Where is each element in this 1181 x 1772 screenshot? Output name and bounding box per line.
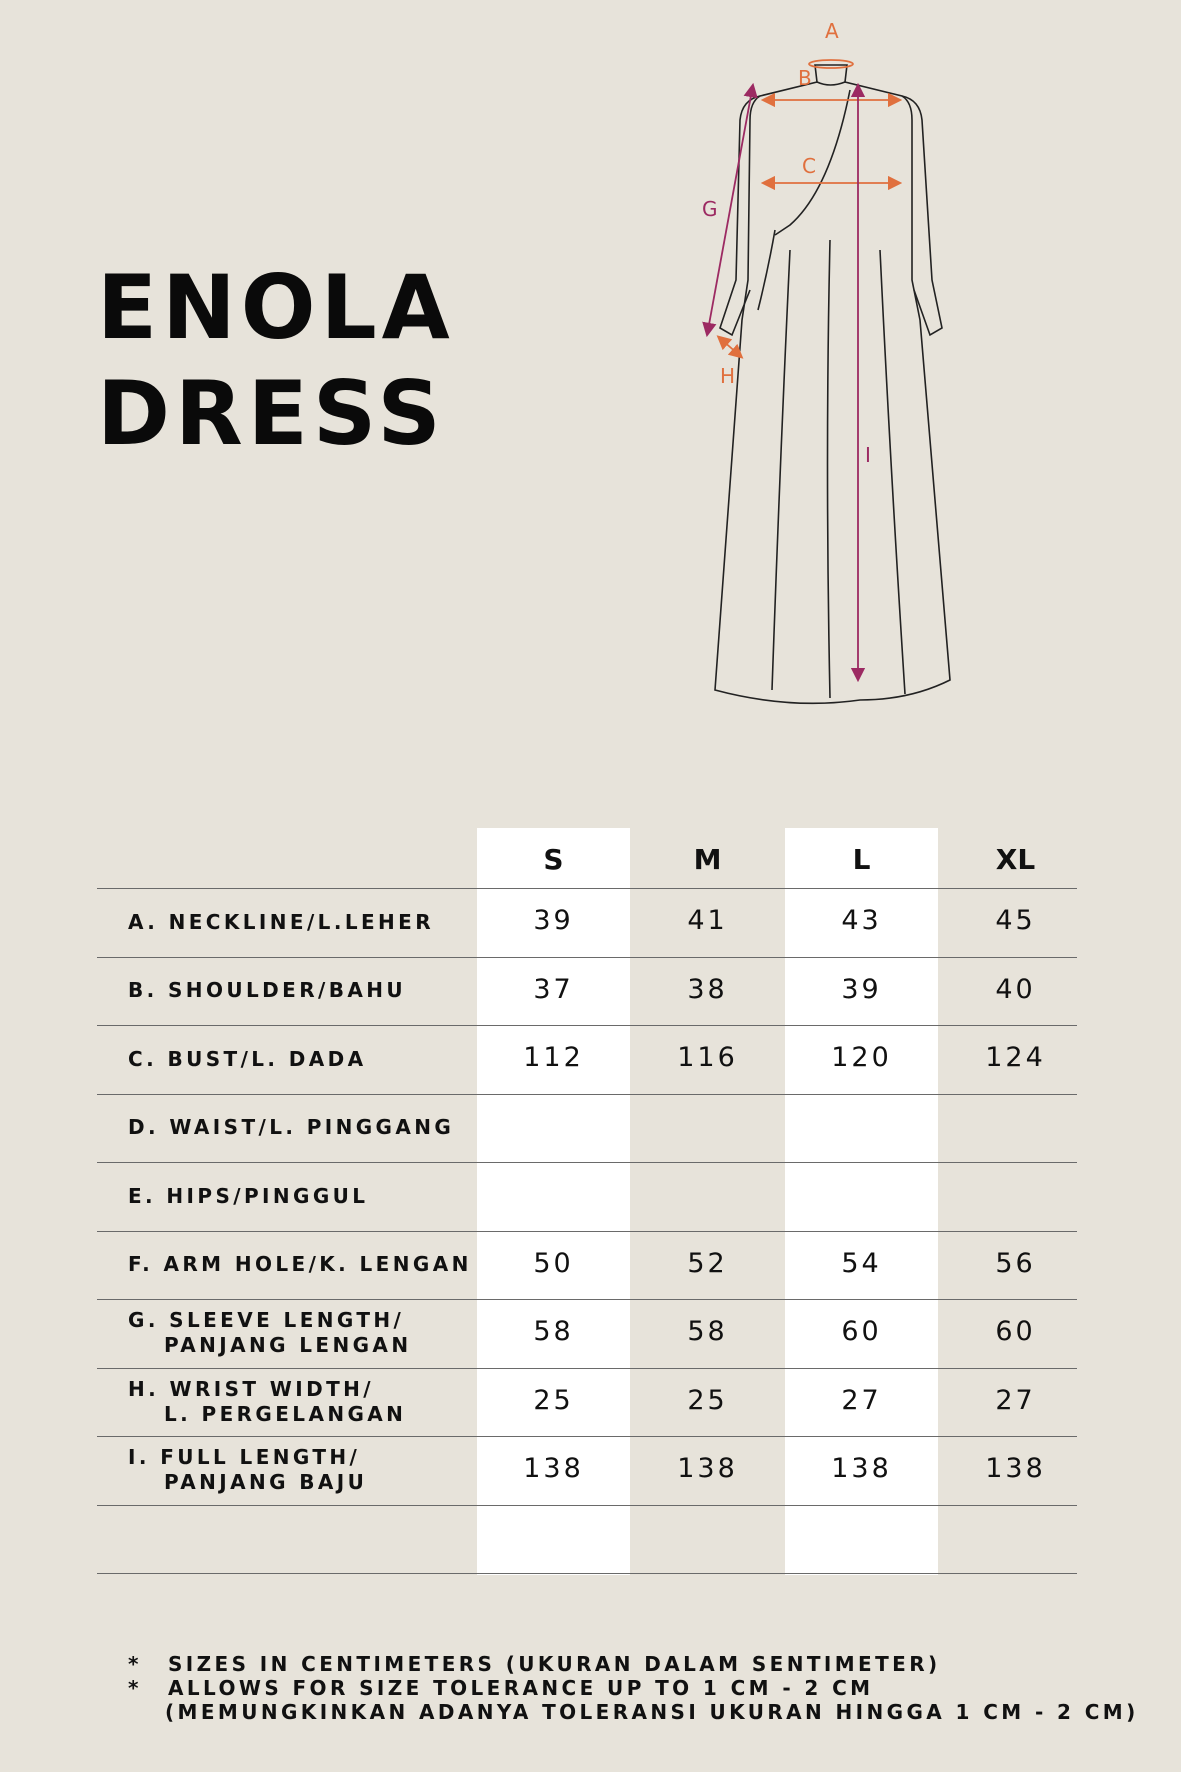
table-cell: 41 — [687, 905, 728, 936]
table-cell: 27 — [841, 1385, 882, 1416]
size-header-l: L — [852, 843, 871, 876]
size-header-s: S — [543, 843, 564, 876]
row-divider — [97, 1505, 1077, 1506]
table-cell: 124 — [985, 1042, 1046, 1073]
table-cell: 52 — [687, 1248, 728, 1279]
table-cell: 120 — [831, 1042, 892, 1073]
row-divider — [97, 1094, 1077, 1095]
label-h: H — [720, 364, 736, 388]
row-divider — [97, 1299, 1077, 1300]
row-label: A. NECKLINE/L.LEHER — [128, 910, 435, 934]
row-label: C. BUST/L. DADA — [128, 1047, 367, 1071]
row-divider — [97, 1368, 1077, 1369]
table-cell: 116 — [677, 1042, 738, 1073]
table-cell: 25 — [533, 1385, 574, 1416]
label-c: C — [802, 154, 816, 178]
row-label: E. HIPS/PINGGUL — [128, 1184, 369, 1208]
row-divider — [97, 1162, 1077, 1163]
note-1: * SIZES IN CENTIMETERS (UKURAN DALAM SENTIMETER) — [128, 1652, 941, 1676]
table-cell: 56 — [995, 1248, 1036, 1279]
row-divider — [97, 1231, 1077, 1232]
table-cell: 39 — [533, 905, 574, 936]
table-cell: 39 — [841, 974, 882, 1005]
table-cell: 37 — [533, 974, 574, 1005]
row-label: D. WAIST/L. PINGGANG — [128, 1115, 455, 1139]
table-cell: 138 — [523, 1453, 584, 1484]
label-g: G — [702, 197, 718, 221]
label-i: I — [865, 443, 871, 467]
dress-outline — [715, 65, 950, 703]
row-divider — [97, 1436, 1077, 1437]
table-cell: 138 — [677, 1453, 738, 1484]
label-a: A — [825, 19, 839, 43]
row-label: F. ARM HOLE/K. LENGAN — [128, 1252, 472, 1276]
title-line-1: ENOLA — [97, 256, 455, 359]
note-2: * ALLOWS FOR SIZE TOLERANCE UP TO 1 CM - 2 CM — [128, 1676, 874, 1700]
size-header-m: M — [693, 843, 722, 876]
row-divider — [97, 888, 1077, 889]
row-divider — [97, 957, 1077, 958]
dress-measurement-diagram — [680, 10, 980, 710]
row-label: H. WRIST WIDTH/ L. PERGELANGAN — [128, 1377, 407, 1426]
table-cell: 138 — [985, 1453, 1046, 1484]
table-cell: 60 — [841, 1316, 882, 1347]
row-label: B. SHOULDER/BAHU — [128, 978, 407, 1002]
row-divider — [97, 1025, 1077, 1026]
table-cell: 138 — [831, 1453, 892, 1484]
size-header-xl: XL — [995, 843, 1036, 876]
note-2-translation: (MEMUNGKINKAN ADANYA TOLERANSI UKURAN HINGGA 1 CM - 2 CM) — [165, 1700, 1139, 1724]
table-cell: 43 — [841, 905, 882, 936]
footnotes — [128, 1652, 1139, 1724]
row-label: I. FULL LENGTH/ PANJANG BAJU — [128, 1445, 368, 1494]
label-b: B — [798, 66, 812, 90]
table-cell: 58 — [687, 1316, 728, 1347]
table-cell: 60 — [995, 1316, 1036, 1347]
table-cell: 45 — [995, 905, 1036, 936]
table-cell: 38 — [687, 974, 728, 1005]
product-title — [97, 255, 455, 467]
row-label: G. SLEEVE LENGTH/ PANJANG LENGAN — [128, 1308, 412, 1357]
row-divider — [97, 1573, 1077, 1574]
table-cell: 50 — [533, 1248, 574, 1279]
title-line-2: DRESS — [97, 362, 446, 465]
table-cell: 40 — [995, 974, 1036, 1005]
table-cell: 112 — [523, 1042, 584, 1073]
table-cell: 54 — [841, 1248, 882, 1279]
table-cell: 25 — [687, 1385, 728, 1416]
table-cell: 58 — [533, 1316, 574, 1347]
table-cell: 27 — [995, 1385, 1036, 1416]
